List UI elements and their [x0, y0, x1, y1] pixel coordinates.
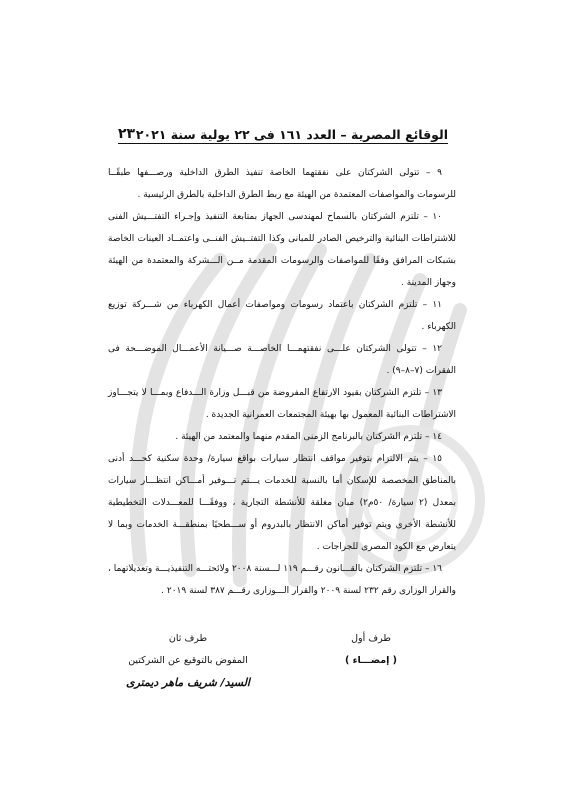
paragraph-15: ١٥ – يتم الالتزام بتوفير مواقف انتظار سيارات بواقع سيارة/ وحدة سكنية كحـــد أدنى بالمناطق المخصصة للإسكان أما بالنسبة للخدمات يـــتم تـــوفير أمـــاكن انتظـــار سيارات بمعدل (٢ سيارة/ ٥٠م٢) مبان مغلقة للأنشطة التجارية ، ووفقًـــا للمعـــدلات التخطيطية للأنشطة الأخرى ويتم توفير أماكن الانتظار بالبدروم أو ســـطحيًا بمنطقـــة الخدمات وبما لا يتعارض مع الكود المصرى للجراجات . — [108, 454, 456, 552]
first-party-label: طرف أول — [351, 633, 391, 644]
second-party-name: السيد/ شريف ماهر ديمترى — [126, 676, 250, 689]
document-body — [108, 162, 456, 602]
first-party-signature — [326, 628, 416, 672]
paragraph-16: ١٦ – تلتزم الشركتان بالقـــانون رقـــم ١١٩ لـــسنة ٢٠٠٨ ولائحتـــه التنفيذيـــة وتعديلاتهما ، والقرار الوزارى رقم ٢٣٢ لسنة ٢٠٠٩ والقرار الـــوزارى رقـــم ٣٨٧ لسنة ٢٠١٩ . — [108, 564, 456, 596]
signature-block — [108, 628, 456, 748]
first-party-signature-note: ( إمضـــاء ) — [345, 655, 397, 666]
paragraph-12: ١٢ – تتولى الشركتان علـــى نفقتهمـــا الخاصـــة صـــيانة الأعمـــال الموضـــحة فى الفقرات (٧–٨–٩) . — [108, 344, 456, 376]
paragraph-13: ١٣ – تلتزم الشركتان بقيود الارتفاع المفروضة من قبـــل وزارة الـــدفاع وبمـــا لا يتجـــاوز الاشتراطات البنائية المعمول بها بهيئة المجتمعات العمرانية الجديدة . — [108, 388, 456, 420]
page-header — [118, 118, 448, 142]
paragraph-10: ١٠ – تلتزم الشركتان بالسماح لمهندسى الجهاز بمتابعة التنفيذ وإجـراء التفتـــيش الفنى للاشتراطات البنائية والترخيص الصادر للمبانى وكذا التفتــيش الفنــى واعتمــاد العينات الخاصة بشبكات المرافق وفقًا للمواصفات والرسومات المقدمة مــن الـــشركة والمعتمدة من الهيئة وجهاز المدينة . — [108, 212, 456, 288]
page-number: ٢٣ — [118, 126, 136, 142]
paragraph-14: ١٤ – تلتزم الشركتان بالبرنامج الزمنى المقدم منهما والمعتمد من الهيئة . — [175, 432, 442, 442]
paragraph-9: ٩ – تتولى الشركتان على نفقتهما الخاصة تنفيذ الطرق الداخلية ورصـــفها طبقًــا للرسومات والمواصفات المعتمدة من الهيئة مع ربط الطرق الداخلية بالطرق الرئيسية . — [108, 168, 456, 200]
second-party-signature — [108, 628, 268, 694]
header-rule — [118, 143, 448, 144]
second-party-label: طرف ثان — [168, 633, 208, 644]
second-party-note: المفوض بالتوقيع عن الشركتين — [128, 655, 248, 666]
paragraph-11: ١١ – تلتزم الشركتان باعتماد رسومات ومواصفات أعمال الكهرباء من شـــركة توزيع الكهرباء . — [108, 300, 456, 332]
header-title: الوقائع المصرية – العدد ١٦١ فى ٢٢ يولية سنة ٢٠٢١ — [135, 127, 448, 142]
